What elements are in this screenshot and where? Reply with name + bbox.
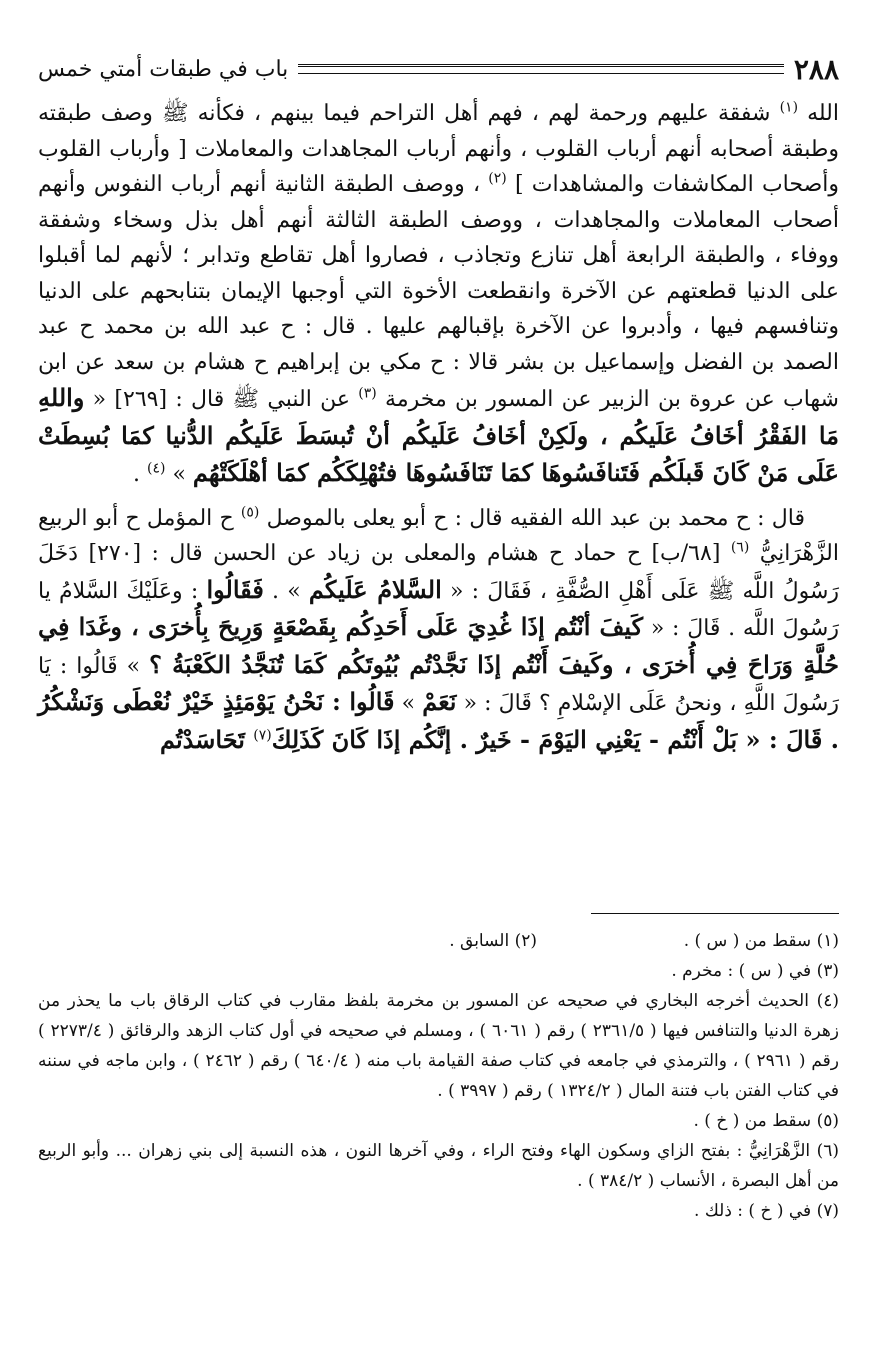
footnote-3: (٣) في ( س ) : مخرم .: [671, 961, 839, 981]
text-run: شفقة عليهم ورحمة لهم ، فهم أهل التراحم فيما بينهم ، فكأنه ﷺ وصف طبقته وطبقة أصحابه أنهم أرباب القلوب ، وأنهم أرباب المجاهدات والمعاملات [ وأرباب القلوب وأصحاب المكاشفات والمشاهدات ]: [38, 101, 839, 197]
main-text: [38, 96, 839, 759]
text-run: قال : ح محمد بن عبد الله الفقيه قال : ح أبو يعلى بالموصل: [259, 505, 805, 531]
text-run: »: [165, 462, 193, 487]
hadith-text: تَحَاسَدْتُم: [160, 724, 254, 754]
hadith-text: قَالُوا : نَحْنُ يَوْمَئِذٍ خَيْرٌ نُعْطَى وَنَشْكُرُ . قَالَ : « بَلْ أَنْتُم - يَعْنِي اليَوْمَ - خَيرٌ . إنَّكُم إذَا كَانَ كَذَلِكَ: [38, 687, 839, 754]
text-run: .: [133, 462, 147, 487]
text-run: ح المؤمل ح أبو الربيع الزَّهْرَانِيُّ: [38, 505, 839, 566]
running-title: باب في طبقات أمتي خمس: [38, 56, 289, 82]
footnote-row: [38, 926, 839, 956]
text-run: [٦٨/ب] ح حماد ح هشام والمعلى بن زياد عن الحسن قال : [٢٧٠] دَخَلَ رَسُولُ اللَّه ﷺ عَلَى أَهْلِ الصُّفَّةِ ، فَقَالَ : «: [38, 541, 839, 604]
footnote-4: (٤) الحديث أخرجه البخاري في صحيحه عن المسور بن مخرمة بلفظ مقارب في كتاب الرقاق باب ما يحذر من زهرة الدنيا والتنافس فيها ( ٢٣٦١/٥ ) رقم ( ٦٠٦١ ) ، ومسلم في صحيحه في أول كتاب الزهد والرقائق ( ٢٢٧٣/٤ ) رقم ( ٢٩٦١ ) ، والترمذي في جامعه في كتاب صفة القيامة باب منه ( ٦٤٠/٤ ) رقم ( ٢٤٦٢ ) ، وابن ماجه في سننه في كتاب الفتن باب فتنة المال ( ١٣٢٤/٢ ) رقم ( ٣٩٩٧ ) .: [38, 991, 839, 1101]
text-run: الله: [798, 101, 840, 126]
hadith-text: السَّلامُ عَلَيكُم: [308, 574, 442, 604]
hadith-text: فَقَالُوا: [206, 574, 264, 604]
footnote-ref-2: (٢): [488, 170, 507, 187]
hadith-text: واللهِ مَا الفَقْرُ أخَافُ عَلَيكُم ، ولَكِنْ أخَافُ عَلَيكُم أنْ تُبسَطَ عَلَيكُم الدُّنيا كمَا بُسِطَتْ عَلَى مَنْ كَانَ قَبلَكُم فَتَنافَسُوهَا كمَا تَنَافَسُوهَا فتُهْلِكَكُم كمَا أهْلَكَتْهُم: [38, 383, 839, 487]
text-run: ، ووصف الطبقة الثانية أنهم أرباب النفوس وأنهم أصحاب المعاملات والمجاهدات ، ووصف الطبقة الثالثة أنهم أهل بذل وسخاء وشفقة ووفاء ، والطبقة الرابعة أهل تنازع وتجاذب ، فصاروا أهل تقاطع وتدابر ؛ لأنهم لما أقبلوا على الدنيا قطعتهم عن الآخرة وانقطعت الأخوة التي أوجبها الإيمان بتنابحهم على الدنيا وتنافسهم فيها ، وأدبروا عن الآخرة بإقبالهم عليها . قال : ح عبد الله بن محمد ح عبد الصمد بن الفضل وإسماعيل بن بشر قالا : ح مكي بن إبراهيم ح هشام بن سعد عن ابن شهاب عن عروة بن الزبير عن المسور بن مخرمة: [38, 172, 839, 412]
footnotes: [38, 926, 839, 1226]
footnote-ref-7: (٧): [253, 727, 272, 744]
page-header: [38, 52, 839, 86]
hadith-text: نَعَمْ: [422, 687, 457, 716]
footnote-separator: [591, 913, 839, 914]
text-run: عن النبي ﷺ قال : [٢٦٩] «: [84, 387, 359, 412]
footnote-ref-6: (٦): [730, 539, 750, 556]
header-rule: [298, 64, 784, 74]
footnote-1: (١) سقط من ( س ) .: [683, 931, 839, 951]
text-run: »: [394, 691, 423, 716]
footnote-7: (٧) في ( خ ) : ذلك .: [694, 1201, 839, 1221]
footnote-5: (٥) سقط من ( خ ) .: [693, 1111, 839, 1131]
text-run: » قَالُوا : يَا رَسُولَ اللَّهِ ، ونحنُ عَلَى الإسْلامِ ؟ قَالَ : «: [38, 653, 839, 716]
footnote-ref-5: (٥): [240, 504, 260, 521]
hadith-text: كَيفَ أنْتُم إذَا غُدِيَ عَلَى أَحَدِكُم بِقَصْعَةٍ وَرِيحَ بِأُخرَى ، وغَدَا فِي حُلَّةٍ وَرَاحَ فِي أُخرَى ، وكَيفَ أَنْتُم إذَا نَجَّدْتُم بُيُوتَكُم كَمَا تُنَجَّدُ الكَعْبَةُ ؟: [38, 612, 839, 679]
footnote-6: (٦) الزَّهْرَانِيُّ : بفتح الزاي وسكون الهاء وفتح الراء ، وفي آخرها النون ، هذه النسبة إلى بني زهران ... وأبو الربيع من أهل البصرة ، الأنساب ( ٣٨٤/٢ ) .: [38, 1141, 839, 1191]
page-number: ٢٨٨: [793, 52, 839, 86]
paragraph-1: [38, 96, 839, 493]
text-run: : وعَلَيْكَ السَّلامُ يا رَسُولَ اللَّه . قَالَ : «: [38, 578, 839, 641]
footnote-2: (٢) السابق .: [449, 931, 537, 951]
paragraph-2: [38, 501, 839, 760]
text-run: » .: [263, 578, 309, 604]
footnote-ref-1: (١): [779, 99, 799, 116]
footnote-ref-4: (٤): [147, 460, 166, 477]
footnote-ref-3: (٣): [358, 385, 377, 402]
